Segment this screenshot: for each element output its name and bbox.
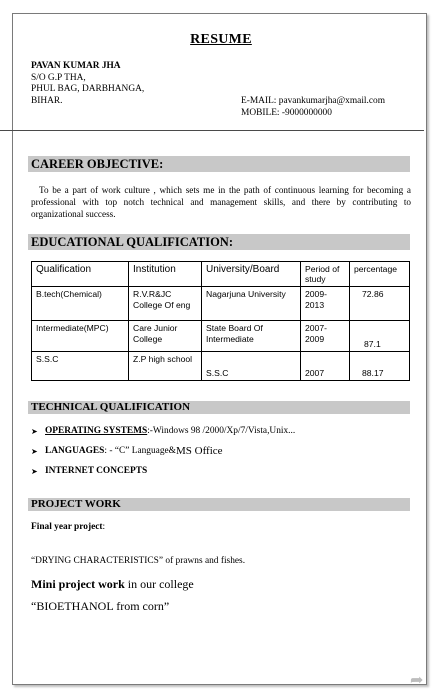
os-value: :-Windows 98 /2000/Xp/7/Vista,Unix... — [147, 426, 296, 436]
technical-heading: TECHNICAL QUALIFICATION — [28, 401, 410, 414]
document-title: RESUME — [190, 32, 252, 47]
header-university: University/Board — [202, 262, 301, 287]
languages-value: : - “C” Language& — [104, 446, 176, 456]
cell-institution: Z.P high school — [129, 352, 202, 381]
cell-institution: R.V.R&JC College Of eng — [129, 287, 202, 321]
cell-percentage: 72.86 — [350, 287, 410, 321]
career-objective-text: To be a part of work culture , which sets me in the path of continuous learning for becoming a professional with top notch technical and management skills, and there by contributing to organizational success. — [31, 185, 411, 219]
cell-qualification: Intermediate(MPC) — [32, 321, 129, 352]
technical-list — [31, 424, 295, 484]
cell-percentage: 87.1 — [350, 321, 410, 352]
career-objective-heading: CAREER OBJECTIVE: — [28, 156, 410, 172]
os-label: OPERATING SYSTEMS — [45, 426, 148, 436]
header-percentage: percentage — [350, 262, 410, 287]
arrow-bullet-icon: ➤ — [31, 446, 38, 456]
list-item — [31, 424, 295, 438]
list-item — [31, 464, 295, 478]
final-project-label: Final year project — [31, 522, 103, 532]
arrow-bullet-icon: ➤ — [31, 466, 38, 476]
header-period: Period of study — [301, 262, 350, 287]
cell-university: Nagarjuna University — [202, 287, 301, 321]
address-line: PHUL BAG, DARBHANGA, — [31, 84, 145, 94]
mobile-text: MOBILE: -9000000000 — [241, 107, 332, 118]
languages-label: LANGUAGES — [45, 446, 105, 456]
final-project-title: “DRYING CHARACTERISTICS” of prawns and fishes. — [31, 556, 246, 566]
arrow-bullet-icon: ➤ — [31, 426, 38, 436]
mini-project-title: “BIOETHANOL from corn” — [31, 599, 170, 613]
header-qualification: Qualification — [32, 262, 129, 287]
final-project-colon: : — [102, 522, 106, 532]
cell-period: 2009-2013 — [301, 287, 350, 321]
cell-qualification: B.tech(Chemical) — [32, 287, 129, 321]
cell-university: S.S.C — [202, 352, 301, 381]
table-row — [32, 321, 410, 352]
divider-line — [0, 130, 424, 131]
cell-university: State Board Of Intermediate — [202, 321, 301, 352]
list-item — [31, 444, 295, 458]
mini-project-rest: in our college — [124, 577, 194, 591]
final-project-line — [31, 522, 105, 532]
mini-project-label: Mini project work — [31, 577, 125, 591]
mini-project-line — [31, 577, 194, 592]
address-line: S/O G.P THA, — [31, 72, 86, 83]
address-line: BIHAR. — [31, 95, 63, 106]
address-block — [31, 61, 144, 107]
header-institution: Institution — [129, 262, 202, 287]
education-heading: EDUCATIONAL QUALIFICATION: — [28, 234, 410, 250]
cell-qualification: S.S.C — [32, 352, 129, 381]
page-curl-icon: ➦ — [410, 672, 424, 689]
cell-period: 2007 — [301, 352, 350, 381]
internet-label: INTERNET CONCEPTS — [45, 466, 148, 476]
table-row — [32, 287, 410, 321]
project-heading: PROJECT WORK — [28, 498, 410, 511]
table-header-row — [32, 262, 410, 287]
table-row — [32, 352, 410, 381]
candidate-name: PAVAN KUMAR JHA — [31, 61, 121, 71]
education-table — [31, 261, 410, 381]
email-text: E-MAIL: pavankumarjha@xmail.com — [241, 96, 386, 106]
languages-value-office: MS Office — [175, 445, 223, 457]
cell-percentage: 88.17 — [350, 352, 410, 381]
cell-period: 2007-2009 — [301, 321, 350, 352]
contact-block — [241, 96, 385, 119]
cell-institution: Care Junior College — [129, 321, 202, 352]
